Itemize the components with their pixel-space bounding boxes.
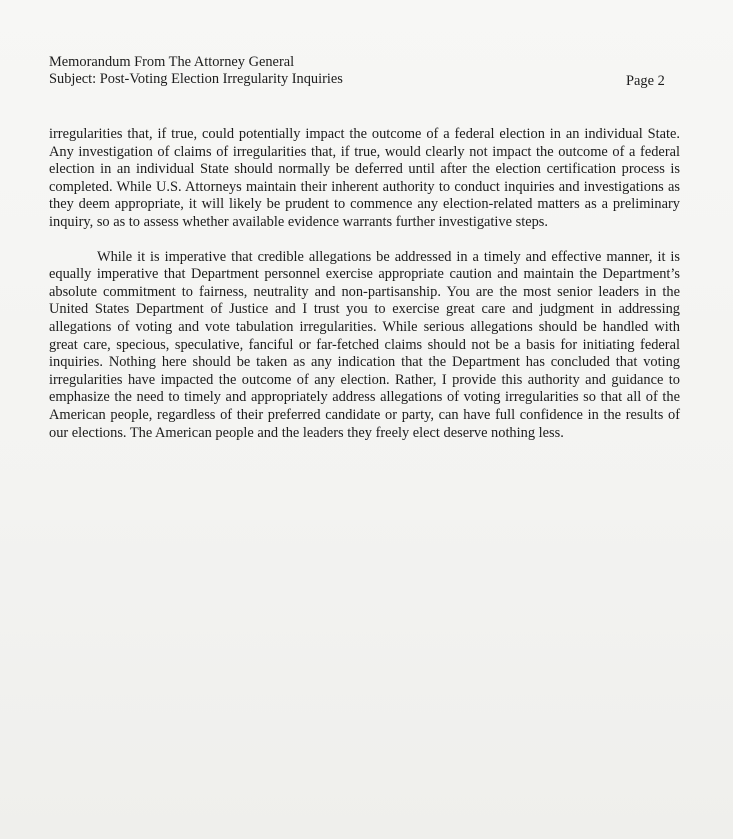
paragraph-caution: While it is imperative that credible allegations be addressed in a timely and effective manner, it is equally imperative that Department personnel exercise appropriate caution and maintain the Department’s absolute commitment to fairness, neutrality and non-partisanship. You are the most senior leaders in the United States Department of Justice and I trust you to exercise great care and judgment in addressing allegations of voting and vote tabulation irregularities. While serious allegations should be handled with great care, specious, speculative, fanciful or far-fetched claims should not be a basis for initiating federal inquiries. Nothing here should be taken as any indication that the Department has concluded that voting irregularities have impacted the outcome of any election. Rather, I provide this authority and guidance to emphasize the need to timely and appropriately address allegations of voting irregularities so that all of the American people, regardless of their preferred candidate or party, can have full confidence in the results of our elections. The American people and the leaders they freely elect deserve nothing less. bbox=[49, 248, 680, 441]
memo-header bbox=[49, 54, 669, 88]
memo-subject-line: Subject: Post-Voting Election Irregularity Inquiries bbox=[49, 71, 343, 87]
memo-body bbox=[49, 126, 680, 442]
memo-from-line: Memorandum From The Attorney General bbox=[49, 54, 295, 70]
paragraph-continuation: irregularities that, if true, could potentially impact the outcome of a federal election in an individual State. Any investigation of claims of irregularities that, if true, would clearly not impact the outcome of a federal election in an individual State should normally be deferred until after the election certification process is completed. While U.S. Attorneys maintain their inherent authority to conduct inquiries and investigations as they deem appropriate, it will likely be prudent to commence any election-related matters as a preliminary inquiry, so as to assess whether available evidence warrants further investigative steps. bbox=[49, 126, 680, 230]
page-number: Page 2 bbox=[626, 73, 665, 89]
